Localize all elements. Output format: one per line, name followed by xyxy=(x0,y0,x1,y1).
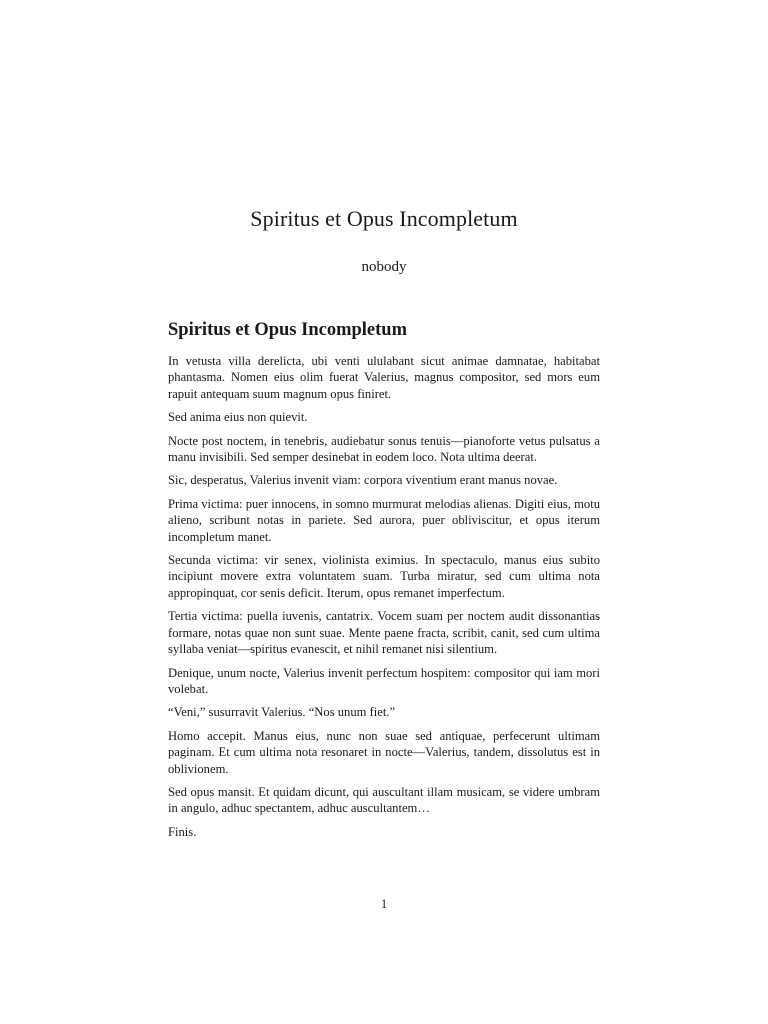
paragraph-7: Tertia victima: puella iuvenis, cantatrix. Vocem suam per noctem audit dissonantias formare, notas quae non sunt suae. Mente paene fracta, scribit, canit, sed cum ultima syllaba veniat—spiritus evanescit, et nihil remanet nisi silentium. xyxy=(168,609,600,657)
paragraph-5: Prima victima: puer innocens, in somno murmurat melodias alienas. Digiti eius, motu alieno, scribunt notas in pariete. Sed aurora, puer obliviscitur, et opus iterum incompletum manet. xyxy=(168,496,600,544)
paragraph-6: Secunda victima: vir senex, violinista eximius. In spectaculo, manus eius subito incipiunt movere extra voluntatem suam. Turba miratur, sed cum ultima nota appropinquat, cor senis deficit. Iterum, opus remanet imperfectum. xyxy=(168,553,600,600)
document-title: Spiritus et Opus Incompletum xyxy=(250,206,518,231)
paragraph-12: Finis. xyxy=(168,824,197,839)
paragraph-1: In vetusta villa derelicta, ubi venti ululabant sicut animae damnatae, habitabat phantasma. Nomen eius olim fuerat Valerius, magnus compositor, sed mors eum rapuit antequam suum magnum opus finiret. xyxy=(168,354,600,401)
paragraph-11: Sed opus mansit. Et quidam dicunt, qui auscultant illam musicam, se videre umbram in angulo, adhuc spectantem, adhuc auscultantem… xyxy=(168,784,600,816)
document-body xyxy=(168,318,600,847)
page-number: 1 xyxy=(380,897,388,911)
paragraph-2: Sed anima eius non quievit. xyxy=(168,410,308,425)
paragraph-3: Nocte post noctem, in tenebris, audiebatur sonus tenuis—pianoforte vetus pulsatus a manu invisibili. Sed semper desinebat in eodem loco. Nota ultima deerat. xyxy=(168,433,600,465)
paragraph-8: Denique, unum nocte, Valerius invenit perfectum hospitem: compositor qui iam mori volebat. xyxy=(168,665,600,696)
section-heading: Spiritus et Opus Incompletum xyxy=(168,320,407,340)
document-author: nobody xyxy=(361,259,407,275)
paragraph-4: Sic, desperatus, Valerius invenit viam: corpora viventium erant manus novae. xyxy=(168,473,558,488)
paragraph-9: “Veni,” susurravit Valerius. “Nos unum fiet.” xyxy=(168,705,396,720)
paragraph-10: Homo accepit. Manus eius, nunc non suae sed antiquae, perfecerunt ultimam paginam. Et cum ultima nota resonaret in nocte—Valerius, tandem, dissolutus est in oblivionem. xyxy=(168,728,600,776)
